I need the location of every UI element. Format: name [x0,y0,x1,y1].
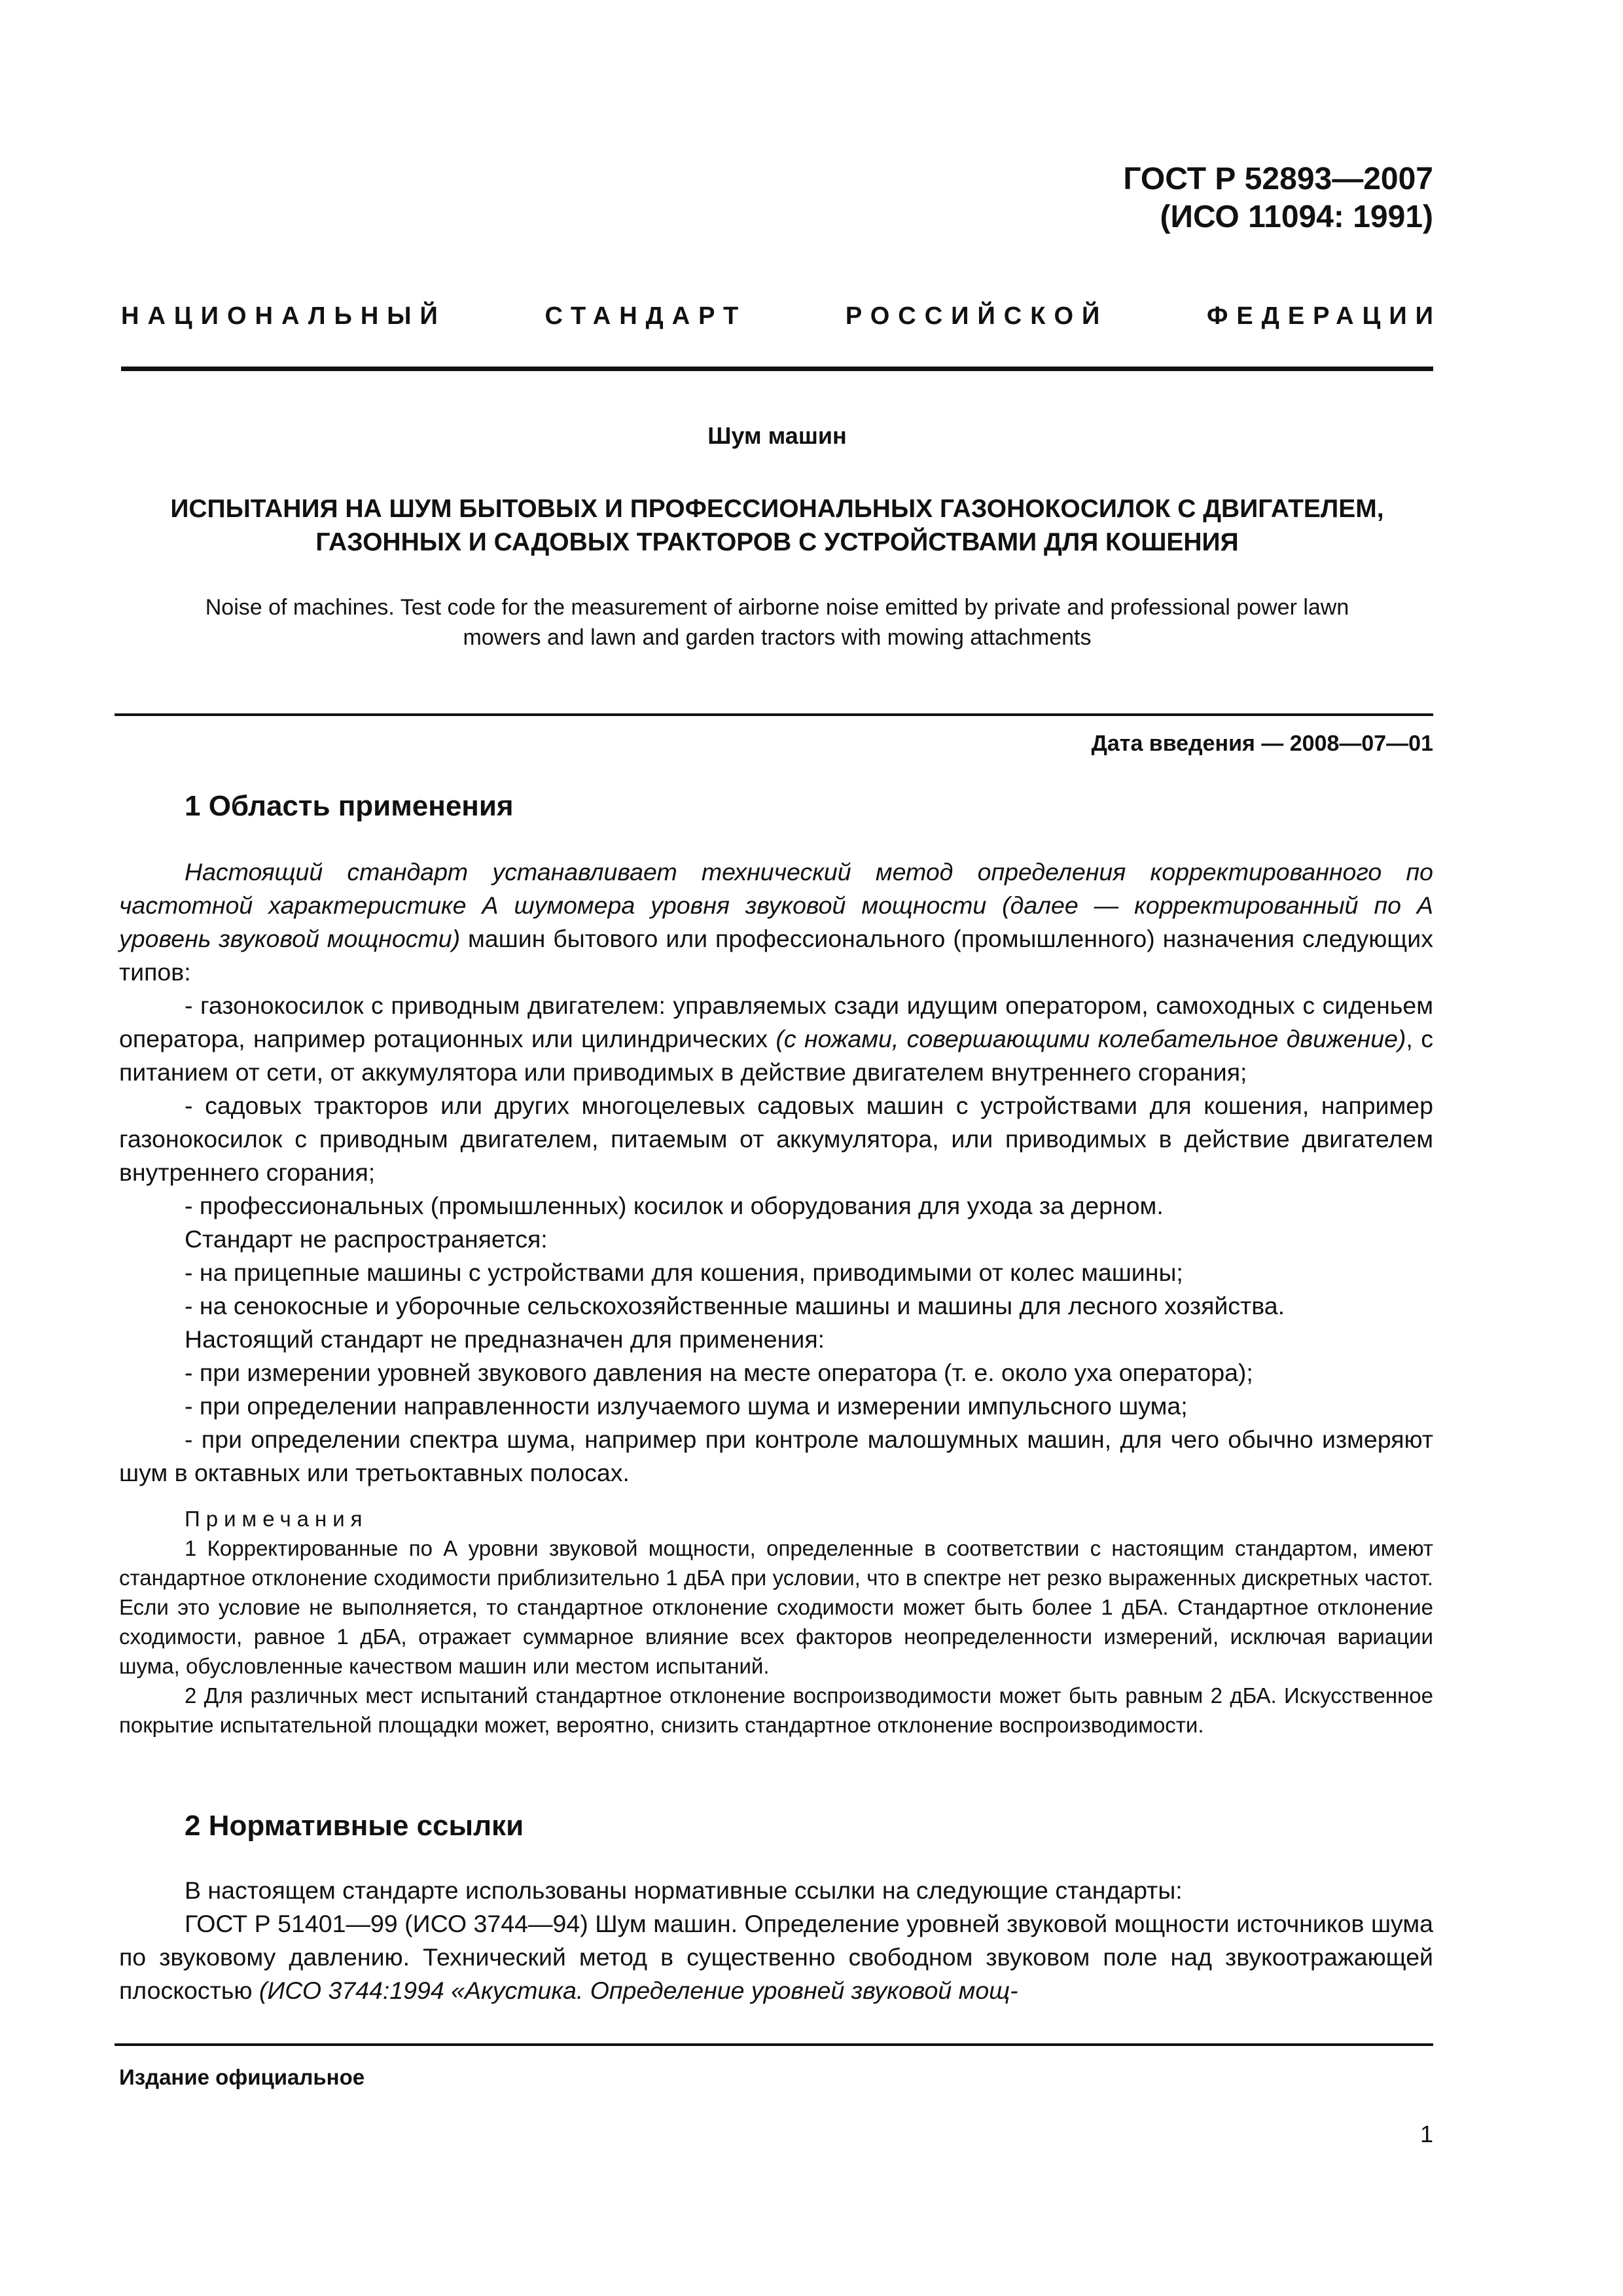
paragraph-italic: (ИСО 3744:1994 «Акустика. Определение уровней звуковой мощ- [259,1977,1018,2004]
list-item-italic: (с ножами, совершающими колебательное движение) [776,1025,1406,1052]
paragraph [119,1907,1433,2007]
standard-code [1123,160,1433,236]
list-item: - при определении спектра шума, например при контроле малошумных машин, для чего обычно измеряют шум в октавных или третьоктавных полосах. [119,1426,1433,1486]
document-title [121,492,1433,559]
list-item: - при определении направленности излучаемого шума и измерении импульсного шума; [185,1392,1188,1420]
standard-code-iso: (ИСО 11094: 1991) [1160,200,1433,234]
notes-block [119,1504,1433,1740]
note-item: 1 Корректированные по А уровни звуковой мощности, определенные в соответствии с настоящим стандартом, имеют стандартное отклонение сходимости приблизительно 1 дБА при условии, что в спектре нет резко выраженных дискретных частот. Если это условие не выполняется, то стандартное отклонение сходимости может быть более 1 дБА. Стандартное отклонение сходимости, равное 1 дБА, отражает суммарное влияние всех факторов неопределенности измерений, исключая вариации шума, обусловленные качеством машин или местом испытаний. [119,1536,1433,1678]
official-edition-label: Издание официальное [119,2065,365,2089]
list-item: - профессиональных (промышленных) косилок и оборудования для ухода за дерном. [185,1192,1164,1219]
list-item: - на сенокосные и уборочные сельскохозяйственные машины и машины для лесного хозяйства. [185,1292,1285,1319]
footer-divider [115,2043,1433,2046]
banner-word: РОССИЙСКОЙ [845,302,1109,330]
paragraph-text: машин бытового или профессионального (промышленного) назначения следующих типов: [119,925,1433,986]
paragraph: Стандарт не распространяется: [185,1225,548,1253]
paragraph [119,855,1433,989]
note-item: 2 Для различных мест испытаний стандартное отклонение воспроизводимости может быть равным 2 дБА. Искусственное покрытие испытательной площадки может, вероятно, снизить стандартное отклонение воспроизводимости. [119,1683,1433,1737]
section-2-body [119,1874,1433,2007]
section-1-heading: 1 Область применения [185,790,514,822]
english-title-line: mowers and lawn and garden tractors with mowing attachments [463,625,1092,650]
banner-word: СТАНДАРТ [544,302,747,330]
section-1-body [119,855,1433,1490]
list-item: - садовых тракторов или других многоцелевых садовых машин с устройствами для кошения, например газонокосилок с приводным двигателем, питаемым от аккумулятора, или приводимых в действие двигателем внутреннего сгорания; [119,1092,1433,1186]
notes-title: Примечания [185,1507,368,1531]
national-standard-banner [121,302,1442,331]
banner-word: ФЕДЕРАЦИИ [1206,302,1442,330]
section-2-heading: 2 Нормативные ссылки [185,1810,524,1842]
title-divider [115,713,1433,716]
list-item-text: - газонокосилок с приводным двигателем: управляемых сзади идущим оператором, самоходных с сиденьем оператора, например ротационных или цилиндрических [119,992,1433,1052]
paragraph: Настоящий стандарт не предназначен для применения: [185,1325,825,1353]
list-item [119,989,1433,1089]
document-title-line: ГАЗОННЫХ И САДОВЫХ ТРАКТОРОВ С УСТРОЙСТВАМИ ДЛЯ КОШЕНИЯ [315,528,1239,556]
paragraph: В настоящем стандарте использованы нормативные ссылки на следующие стандарты: [185,1876,1183,1904]
banner-word: НАЦИОНАЛЬНЫЙ [121,302,446,330]
english-title-line: Noise of machines. Test code for the measurement of airborne noise emitted by private and professional power lawn [205,595,1349,620]
list-item: - при измерении уровней звукового давления на месте оператора (т. е. около уха оператора); [185,1359,1253,1386]
document-title-line: ИСПЫТАНИЯ НА ШУМ БЫТОВЫХ И ПРОФЕССИОНАЛЬНЫХ ГАЗОНОКОСИЛОК С ДВИГАТЕЛЕМ, [170,495,1384,523]
header-divider [121,367,1433,371]
paragraph-italic: Настоящий стандарт устанавливает технический метод определения корректированного по частотной характеристике А шумомера уровня звуковой мощности (далее — корректированный по А уровень звуковой мощности) [119,858,1433,952]
list-item: - на прицепные машины с устройствами для кошения, приводимыми от колес машины; [185,1259,1183,1286]
standard-code-gost: ГОСТ Р 52893—2007 [1123,162,1433,196]
page-number: 1 [1419,2121,1433,2147]
english-title [121,592,1433,653]
title-group: Шум машин [707,422,847,449]
paragraph-text: ГОСТ Р 51401—99 (ИСО 3744—94) Шум машин. Определение уровней звуковой мощности источников шума по звуковому давлению. Технический метод в существенно свободном звуковом поле над звукоотражающей плоскостью [119,1910,1433,2004]
list-item-text: , с питанием от сети, от аккумулятора или приводимых в действие двигателем внутреннего сгорания; [119,1025,1433,1086]
introduction-date: Дата введения — 2008—07—01 [1091,731,1433,756]
